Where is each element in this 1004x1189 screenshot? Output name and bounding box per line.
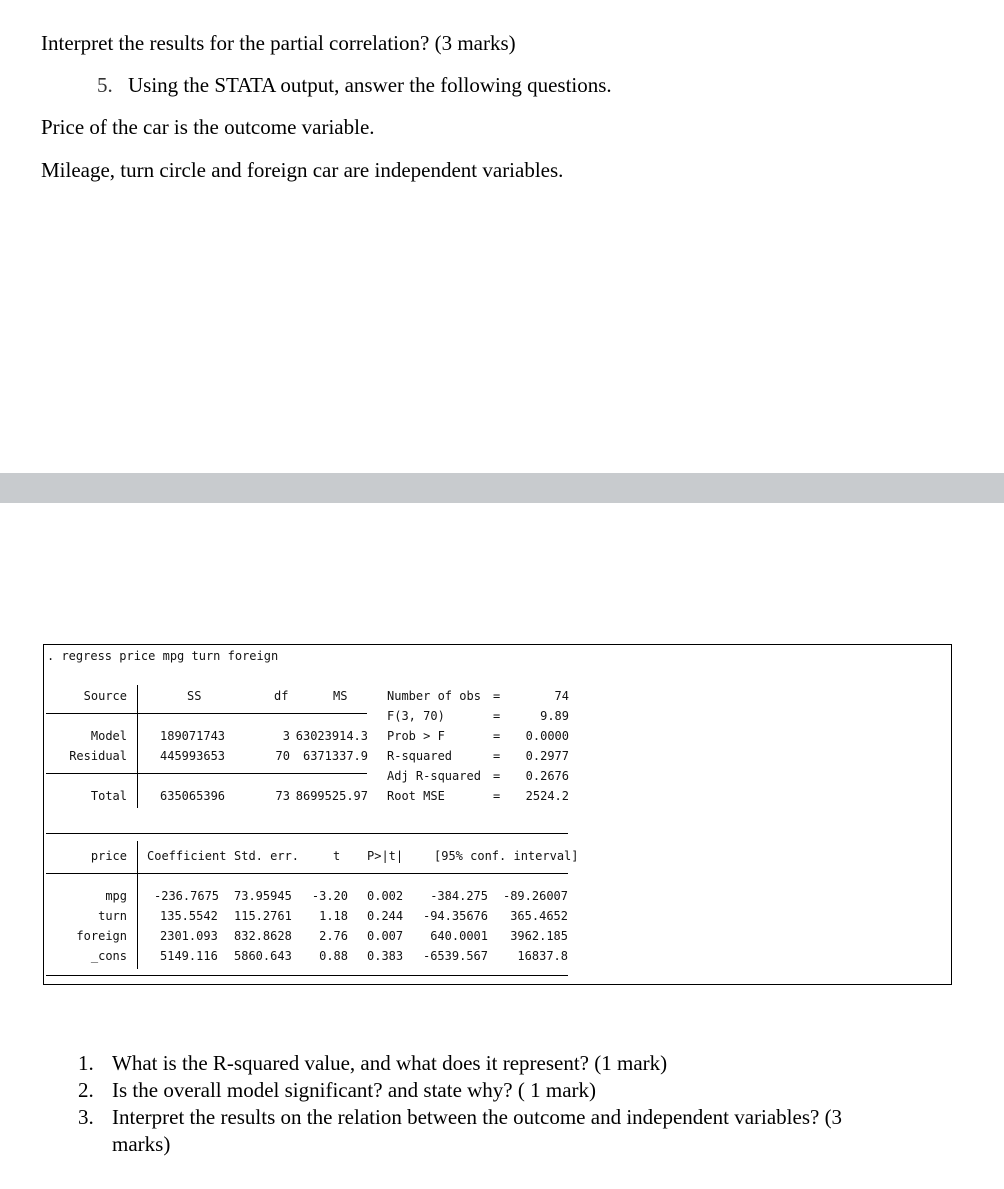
coef-row-stderr: 115.2761: [234, 909, 292, 923]
stat-equals: =: [493, 749, 501, 763]
question-5-number: 5.: [97, 73, 113, 97]
coef-header-var: price: [90, 849, 127, 863]
regress-command: . regress price mpg turn foreign: [47, 649, 279, 663]
coef-row-ci-upper: -89.26007: [502, 889, 568, 903]
anova-header-rule: [46, 713, 367, 714]
stat-value: 0.0000: [525, 729, 569, 743]
anova-row-source: Total: [90, 789, 127, 803]
stat-label: F(3, 70): [387, 709, 445, 723]
coef-row-ci-upper: 16837.8: [517, 949, 568, 963]
coef-row-t: 0.88: [319, 949, 348, 963]
coef-row-stderr: 5860.643: [234, 949, 292, 963]
stata-output-panel: [43, 644, 952, 985]
anova-header-ss: SS: [187, 689, 202, 703]
stat-label: Adj R-squared: [387, 769, 481, 783]
stat-value: 0.2977: [525, 749, 569, 763]
coef-header-coefficient: Coefficient: [147, 849, 227, 863]
anova-header-ms: MS: [333, 689, 348, 703]
stat-value: 0.2676: [525, 769, 569, 783]
coef-row-t: 1.18: [319, 909, 348, 923]
stat-equals: =: [493, 729, 501, 743]
anova-row-ms: 63023914.3: [295, 729, 368, 743]
anova-row-ss: 635065396: [160, 789, 226, 803]
question-5-heading: [97, 73, 612, 98]
question-text: Interpret the results on the relation between the outcome and independent variables? (3 marks): [112, 1105, 843, 1156]
question-list: [78, 1050, 898, 1158]
coef-row-p: 0.383: [367, 949, 404, 963]
coef-header-stderr: Std. err.: [234, 849, 300, 863]
coef-row-p: 0.002: [367, 889, 404, 903]
question-5-text: Using the STATA output, answer the following questions.: [128, 73, 612, 97]
coef-vertical-rule: [137, 841, 138, 969]
outcome-variable-text: Price of the car is the outcome variable.: [41, 115, 375, 139]
anova-row-df: 70: [275, 749, 290, 763]
anova-residual-rule: [46, 773, 367, 774]
anova-row-source: Model: [90, 729, 127, 743]
coef-row-ci-upper: 365.4652: [510, 909, 568, 923]
anova-row-ss: 445993653: [160, 749, 226, 763]
stat-equals: =: [493, 689, 501, 703]
anova-row-df: 73: [275, 789, 290, 803]
stat-equals: =: [493, 709, 501, 723]
coef-row-p: 0.244: [367, 909, 404, 923]
coef-row-ci-lower: 640.0001: [430, 929, 488, 943]
coef-header-p: P>|t|: [367, 849, 404, 863]
coef-row-ci-upper: 3962.185: [510, 929, 568, 943]
question-item: [78, 1050, 898, 1077]
anova-row-ss: 189071743: [160, 729, 226, 743]
question-text: Is the overall model significant? and state why? ( 1 mark): [112, 1078, 597, 1102]
anova-row-ms: 8699525.97: [295, 789, 368, 803]
coef-header-ci: [95% conf. interval]: [434, 849, 579, 863]
coef-header-t: t: [333, 849, 341, 863]
coef-row-var: mpg: [105, 889, 127, 903]
stat-equals: =: [493, 789, 501, 803]
coef-row-t: -3.20: [311, 889, 348, 903]
stat-label: Number of obs: [387, 689, 481, 703]
coef-row-coefficient: 135.5542: [160, 909, 218, 923]
coef-row-var: foreign: [76, 929, 127, 943]
independent-variables-text: Mileage, turn circle and foreign car are independent variables.: [41, 158, 564, 182]
coef-row-stderr: 73.95945: [234, 889, 292, 903]
coef-row-var: _cons: [90, 949, 127, 963]
stat-value: 2524.2: [525, 789, 569, 803]
stat-equals: =: [493, 769, 501, 783]
anova-header-df: df: [274, 689, 289, 703]
coef-row-p: 0.007: [367, 929, 404, 943]
stat-label: Prob > F: [387, 729, 445, 743]
coef-row-ci-lower: -94.35676: [422, 909, 488, 923]
question-number: 2.: [78, 1078, 94, 1102]
anova-vertical-rule: [137, 685, 138, 808]
coef-row-ci-lower: -384.275: [430, 889, 488, 903]
coef-row-ci-lower: -6539.567: [422, 949, 488, 963]
anova-row-ms: 6371337.9: [302, 749, 368, 763]
coef-row-coefficient: 2301.093: [160, 929, 218, 943]
coef-row-stderr: 832.8628: [234, 929, 292, 943]
anova-row-df: 3: [282, 729, 290, 743]
stat-value: 9.89: [540, 709, 569, 723]
coef-row-coefficient: 5149.116: [160, 949, 218, 963]
coef-header-rule: [46, 873, 568, 874]
question-item: [78, 1104, 898, 1158]
coef-bottom-rule: [46, 975, 568, 976]
page-separator-band: [0, 473, 1004, 503]
anova-row-source: Residual: [69, 749, 127, 763]
coef-top-rule: [46, 833, 568, 834]
stat-label: R-squared: [387, 749, 453, 763]
coef-row-coefficient: -236.7675: [154, 889, 220, 903]
question-number: 3.: [78, 1105, 94, 1129]
stat-value: 74: [554, 689, 569, 703]
question-number: 1.: [78, 1051, 94, 1075]
question-item: [78, 1077, 898, 1104]
partial-correlation-question: Interpret the results for the partial correlation? (3 marks): [41, 31, 516, 55]
anova-header-source: Source: [83, 689, 127, 703]
coef-row-var: turn: [98, 909, 127, 923]
question-text: What is the R-squared value, and what does it represent? (1 mark): [112, 1051, 668, 1075]
stat-label: Root MSE: [387, 789, 445, 803]
coef-row-t: 2.76: [319, 929, 348, 943]
